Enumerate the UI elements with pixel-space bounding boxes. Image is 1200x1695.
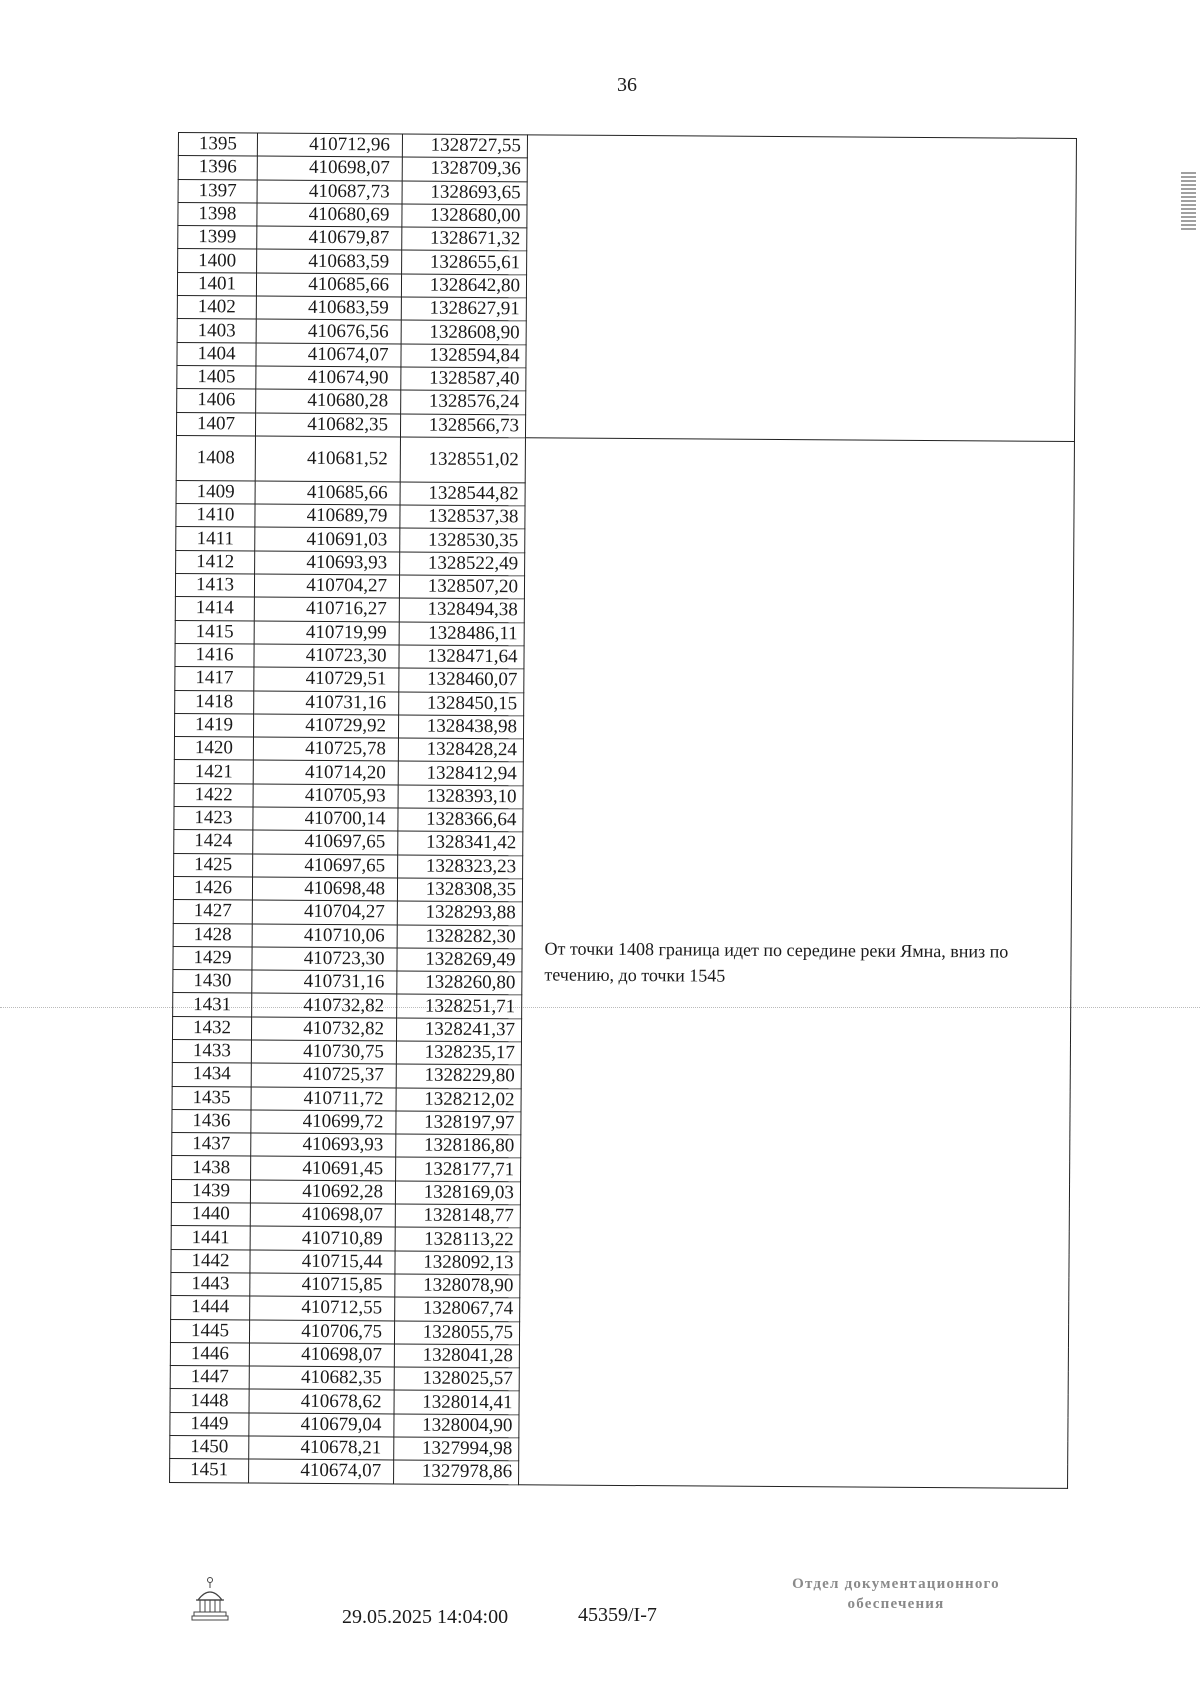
y-coordinate-cell: 1328587,40: [401, 367, 526, 391]
parliament-logo-icon: [190, 1576, 230, 1622]
x-coordinate-cell: 410698,07: [249, 1343, 394, 1367]
point-number-cell: 1402: [177, 296, 256, 320]
coordinates-table-wrapper: [169, 132, 1077, 1489]
x-coordinate-cell: 410682,35: [249, 1366, 394, 1390]
y-coordinate-cell: 1328067,74: [395, 1297, 520, 1321]
y-coordinate-cell: 1328260,80: [397, 971, 522, 995]
y-coordinate-cell: 1328522,49: [400, 552, 525, 576]
point-number-cell: 1434: [172, 1063, 251, 1087]
scan-margin-mark: [1181, 172, 1196, 232]
description-cell-empty: [525, 135, 1076, 441]
point-number-cell: 1444: [171, 1296, 250, 1320]
x-coordinate-cell: 410705,93: [253, 784, 398, 808]
department-stamp-line1: Отдел документационного: [792, 1576, 1000, 1592]
point-number-cell: 1414: [175, 597, 254, 621]
point-number-cell: 1448: [170, 1389, 249, 1413]
y-coordinate-cell: 1328494,38: [399, 598, 524, 622]
y-coordinate-cell: 1328366,64: [398, 808, 523, 832]
point-number-cell: 1450: [170, 1436, 249, 1460]
point-number-cell: 1395: [178, 133, 257, 157]
point-number-cell: 1401: [177, 272, 256, 296]
x-coordinate-cell: 410674,07: [249, 1459, 394, 1483]
x-coordinate-cell: 410693,93: [255, 551, 400, 575]
y-coordinate-cell: 1328486,11: [399, 622, 524, 646]
x-coordinate-cell: 410691,03: [255, 527, 400, 551]
point-number-cell: 1424: [174, 830, 253, 854]
y-coordinate-cell: 1328308,35: [397, 878, 522, 902]
point-number-cell: 1400: [178, 249, 257, 273]
x-coordinate-cell: 410725,78: [253, 737, 398, 761]
x-coordinate-cell: 410715,44: [250, 1250, 395, 1274]
x-coordinate-cell: 410678,62: [249, 1389, 394, 1413]
y-coordinate-cell: 1328438,98: [398, 715, 523, 739]
y-coordinate-cell: 1327978,86: [394, 1460, 519, 1484]
point-number-cell: 1408: [176, 435, 255, 481]
x-coordinate-cell: 410697,65: [253, 830, 398, 854]
y-coordinate-cell: 1328235,17: [396, 1041, 521, 1065]
point-number-cell: 1430: [173, 970, 252, 994]
point-number-cell: 1446: [170, 1342, 249, 1366]
y-coordinate-cell: 1328594,84: [401, 344, 526, 368]
y-coordinate-cell: 1328460,07: [399, 668, 524, 692]
description-cell: [519, 438, 1075, 1488]
x-coordinate-cell: 410731,16: [252, 970, 397, 994]
y-coordinate-cell: 1328544,82: [400, 482, 525, 506]
point-number-cell: 1420: [174, 737, 253, 761]
y-coordinate-cell: 1328412,94: [398, 761, 523, 785]
y-coordinate-cell: 1328566,73: [400, 414, 525, 438]
point-number-cell: 1421: [174, 760, 253, 784]
y-coordinate-cell: 1328092,13: [395, 1251, 520, 1275]
y-coordinate-cell: 1328282,30: [397, 924, 522, 948]
point-number-cell: 1410: [176, 504, 255, 528]
point-number-cell: 1427: [173, 900, 252, 924]
point-number-cell: 1412: [176, 550, 255, 574]
x-coordinate-cell: 410680,69: [257, 203, 402, 227]
point-number-cell: 1404: [177, 342, 256, 366]
point-number-cell: 1441: [171, 1226, 250, 1250]
point-number-cell: 1435: [172, 1086, 251, 1110]
x-coordinate-cell: 410692,28: [250, 1180, 395, 1204]
x-coordinate-cell: 410729,92: [253, 714, 398, 738]
coordinates-table-body: [170, 133, 1077, 1489]
point-number-cell: 1426: [173, 876, 252, 900]
y-coordinate-cell: 1328055,75: [394, 1321, 519, 1345]
point-number-cell: 1396: [178, 156, 257, 180]
x-coordinate-cell: 410679,04: [249, 1413, 394, 1437]
x-coordinate-cell: 410710,89: [250, 1226, 395, 1250]
y-coordinate-cell: 1328323,23: [398, 855, 523, 879]
point-number-cell: 1411: [176, 527, 255, 551]
x-coordinate-cell: 410732,82: [251, 1017, 396, 1041]
point-number-cell: 1419: [174, 713, 253, 737]
y-coordinate-cell: 1328693,65: [402, 181, 527, 205]
x-coordinate-cell: 410693,93: [251, 1133, 396, 1157]
y-coordinate-cell: 1328148,77: [395, 1204, 520, 1228]
x-coordinate-cell: 410683,59: [256, 296, 401, 320]
y-coordinate-cell: 1328293,88: [397, 901, 522, 925]
x-coordinate-cell: 410729,51: [254, 667, 399, 691]
point-number-cell: 1442: [171, 1249, 250, 1273]
x-coordinate-cell: 410712,96: [257, 133, 402, 157]
x-coordinate-cell: 410706,75: [249, 1320, 394, 1344]
y-coordinate-cell: 1328078,90: [395, 1274, 520, 1298]
y-coordinate-cell: 1328576,24: [401, 390, 526, 414]
x-coordinate-cell: 410698,07: [257, 156, 402, 180]
department-stamp: [756, 1574, 1036, 1614]
y-coordinate-cell: 1328004,90: [394, 1414, 519, 1438]
y-coordinate-cell: 1328530,35: [400, 528, 525, 552]
boundary-description: От точки 1408 граница идет по середине реки Ямна, вниз по течению, до точки 1545: [544, 938, 1009, 986]
point-number-cell: 1451: [170, 1459, 249, 1483]
x-coordinate-cell: 410683,59: [257, 250, 402, 274]
y-coordinate-cell: 1328251,71: [397, 994, 522, 1018]
x-coordinate-cell: 410689,79: [255, 504, 400, 528]
point-number-cell: 1428: [173, 923, 252, 947]
x-coordinate-cell: 410674,07: [256, 343, 401, 367]
point-number-cell: 1405: [177, 365, 256, 389]
page-number: 36: [617, 74, 637, 96]
x-coordinate-cell: 410725,37: [251, 1063, 396, 1087]
x-coordinate-cell: 410681,52: [255, 436, 400, 482]
y-coordinate-cell: 1328471,64: [399, 645, 524, 669]
y-coordinate-cell: 1328727,55: [402, 134, 527, 158]
y-coordinate-cell: 1328671,32: [402, 227, 527, 251]
x-coordinate-cell: 410732,82: [252, 993, 397, 1017]
y-coordinate-cell: 1328186,80: [396, 1134, 521, 1158]
y-coordinate-cell: 1328627,91: [401, 297, 526, 321]
point-number-cell: 1438: [172, 1156, 251, 1180]
y-coordinate-cell: 1328655,61: [402, 250, 527, 274]
footer-document-number: 45359/I-7: [578, 1604, 657, 1626]
point-number-cell: 1409: [176, 480, 255, 504]
y-coordinate-cell: 1328608,90: [401, 320, 526, 344]
x-coordinate-cell: 410680,28: [256, 389, 401, 413]
y-coordinate-cell: 1328025,57: [394, 1367, 519, 1391]
y-coordinate-cell: 1328197,97: [396, 1111, 521, 1135]
x-coordinate-cell: 410679,87: [257, 226, 402, 250]
x-coordinate-cell: 410676,56: [256, 319, 401, 343]
point-number-cell: 1439: [171, 1179, 250, 1203]
x-coordinate-cell: 410712,55: [250, 1296, 395, 1320]
y-coordinate-cell: 1328393,10: [398, 785, 523, 809]
x-coordinate-cell: 410715,85: [250, 1273, 395, 1297]
y-coordinate-cell: 1328642,80: [401, 274, 526, 298]
point-number-cell: 1447: [170, 1366, 249, 1390]
x-coordinate-cell: 410699,72: [251, 1110, 396, 1134]
point-number-cell: 1403: [177, 319, 256, 343]
x-coordinate-cell: 410687,73: [257, 180, 402, 204]
point-number-cell: 1429: [173, 946, 252, 970]
point-number-cell: 1399: [178, 226, 257, 250]
point-number-cell: 1440: [171, 1203, 250, 1227]
point-number-cell: 1449: [170, 1412, 249, 1436]
table-row: [176, 435, 1074, 486]
x-coordinate-cell: 410685,66: [255, 481, 400, 505]
point-number-cell: 1425: [174, 853, 253, 877]
y-coordinate-cell: 1328212,02: [396, 1088, 521, 1112]
point-number-cell: 1437: [172, 1133, 251, 1157]
y-coordinate-cell: 1328507,20: [399, 575, 524, 599]
y-coordinate-cell: 1328229,80: [396, 1064, 521, 1088]
point-number-cell: 1413: [175, 574, 254, 598]
point-number-cell: 1415: [175, 620, 254, 644]
y-coordinate-cell: 1328709,36: [402, 157, 527, 181]
y-coordinate-cell: 1328680,00: [402, 204, 527, 228]
x-coordinate-cell: 410704,27: [252, 900, 397, 924]
y-coordinate-cell: 1328177,71: [396, 1157, 521, 1181]
point-number-cell: 1443: [171, 1272, 250, 1296]
point-number-cell: 1407: [176, 412, 255, 436]
x-coordinate-cell: 410731,16: [254, 691, 399, 715]
x-coordinate-cell: 410678,21: [249, 1436, 394, 1460]
point-number-cell: 1416: [175, 643, 254, 667]
point-number-cell: 1436: [172, 1109, 251, 1133]
x-coordinate-cell: 410697,65: [253, 854, 398, 878]
y-coordinate-cell: 1328537,38: [400, 505, 525, 529]
y-coordinate-cell: 1328341,42: [398, 831, 523, 855]
x-coordinate-cell: 410716,27: [254, 597, 399, 621]
x-coordinate-cell: 410685,66: [256, 273, 401, 297]
x-coordinate-cell: 410723,30: [254, 644, 399, 668]
y-coordinate-cell: 1328269,49: [397, 948, 522, 972]
y-coordinate-cell: 1328014,41: [394, 1390, 519, 1414]
x-coordinate-cell: 410711,72: [251, 1087, 396, 1111]
point-number-cell: 1445: [170, 1319, 249, 1343]
x-coordinate-cell: 410704,27: [254, 574, 399, 598]
point-number-cell: 1398: [178, 202, 257, 226]
point-number-cell: 1423: [174, 807, 253, 831]
point-number-cell: 1418: [175, 690, 254, 714]
x-coordinate-cell: 410723,30: [252, 947, 397, 971]
coordinates-table: [169, 132, 1077, 1489]
footer-date: 29.05.2025 14:04:00: [342, 1606, 509, 1628]
x-coordinate-cell: 410698,07: [250, 1203, 395, 1227]
x-coordinate-cell: 410698,48: [252, 877, 397, 901]
point-number-cell: 1417: [175, 667, 254, 691]
y-coordinate-cell: 1328450,15: [399, 692, 524, 716]
y-coordinate-cell: 1328428,24: [398, 738, 523, 762]
point-number-cell: 1397: [178, 179, 257, 203]
point-number-cell: 1431: [173, 993, 252, 1017]
x-coordinate-cell: 410714,20: [253, 760, 398, 784]
point-number-cell: 1432: [172, 1016, 251, 1040]
y-coordinate-cell: 1327994,98: [394, 1437, 519, 1461]
department-stamp-line2: обеспечения: [847, 1596, 945, 1612]
point-number-cell: 1433: [172, 1039, 251, 1063]
y-coordinate-cell: 1328169,03: [395, 1181, 520, 1205]
point-number-cell: 1422: [174, 783, 253, 807]
y-coordinate-cell: 1328551,02: [400, 437, 525, 483]
x-coordinate-cell: 410682,35: [255, 413, 400, 437]
y-coordinate-cell: 1328241,37: [396, 1018, 521, 1042]
y-coordinate-cell: 1328113,22: [395, 1227, 520, 1251]
x-coordinate-cell: 410710,06: [252, 924, 397, 948]
point-number-cell: 1406: [177, 389, 256, 413]
x-coordinate-cell: 410700,14: [253, 807, 398, 831]
x-coordinate-cell: 410730,75: [251, 1040, 396, 1064]
y-coordinate-cell: 1328041,28: [394, 1344, 519, 1368]
x-coordinate-cell: 410674,90: [256, 366, 401, 390]
x-coordinate-cell: 410691,45: [251, 1156, 396, 1180]
x-coordinate-cell: 410719,99: [254, 621, 399, 645]
